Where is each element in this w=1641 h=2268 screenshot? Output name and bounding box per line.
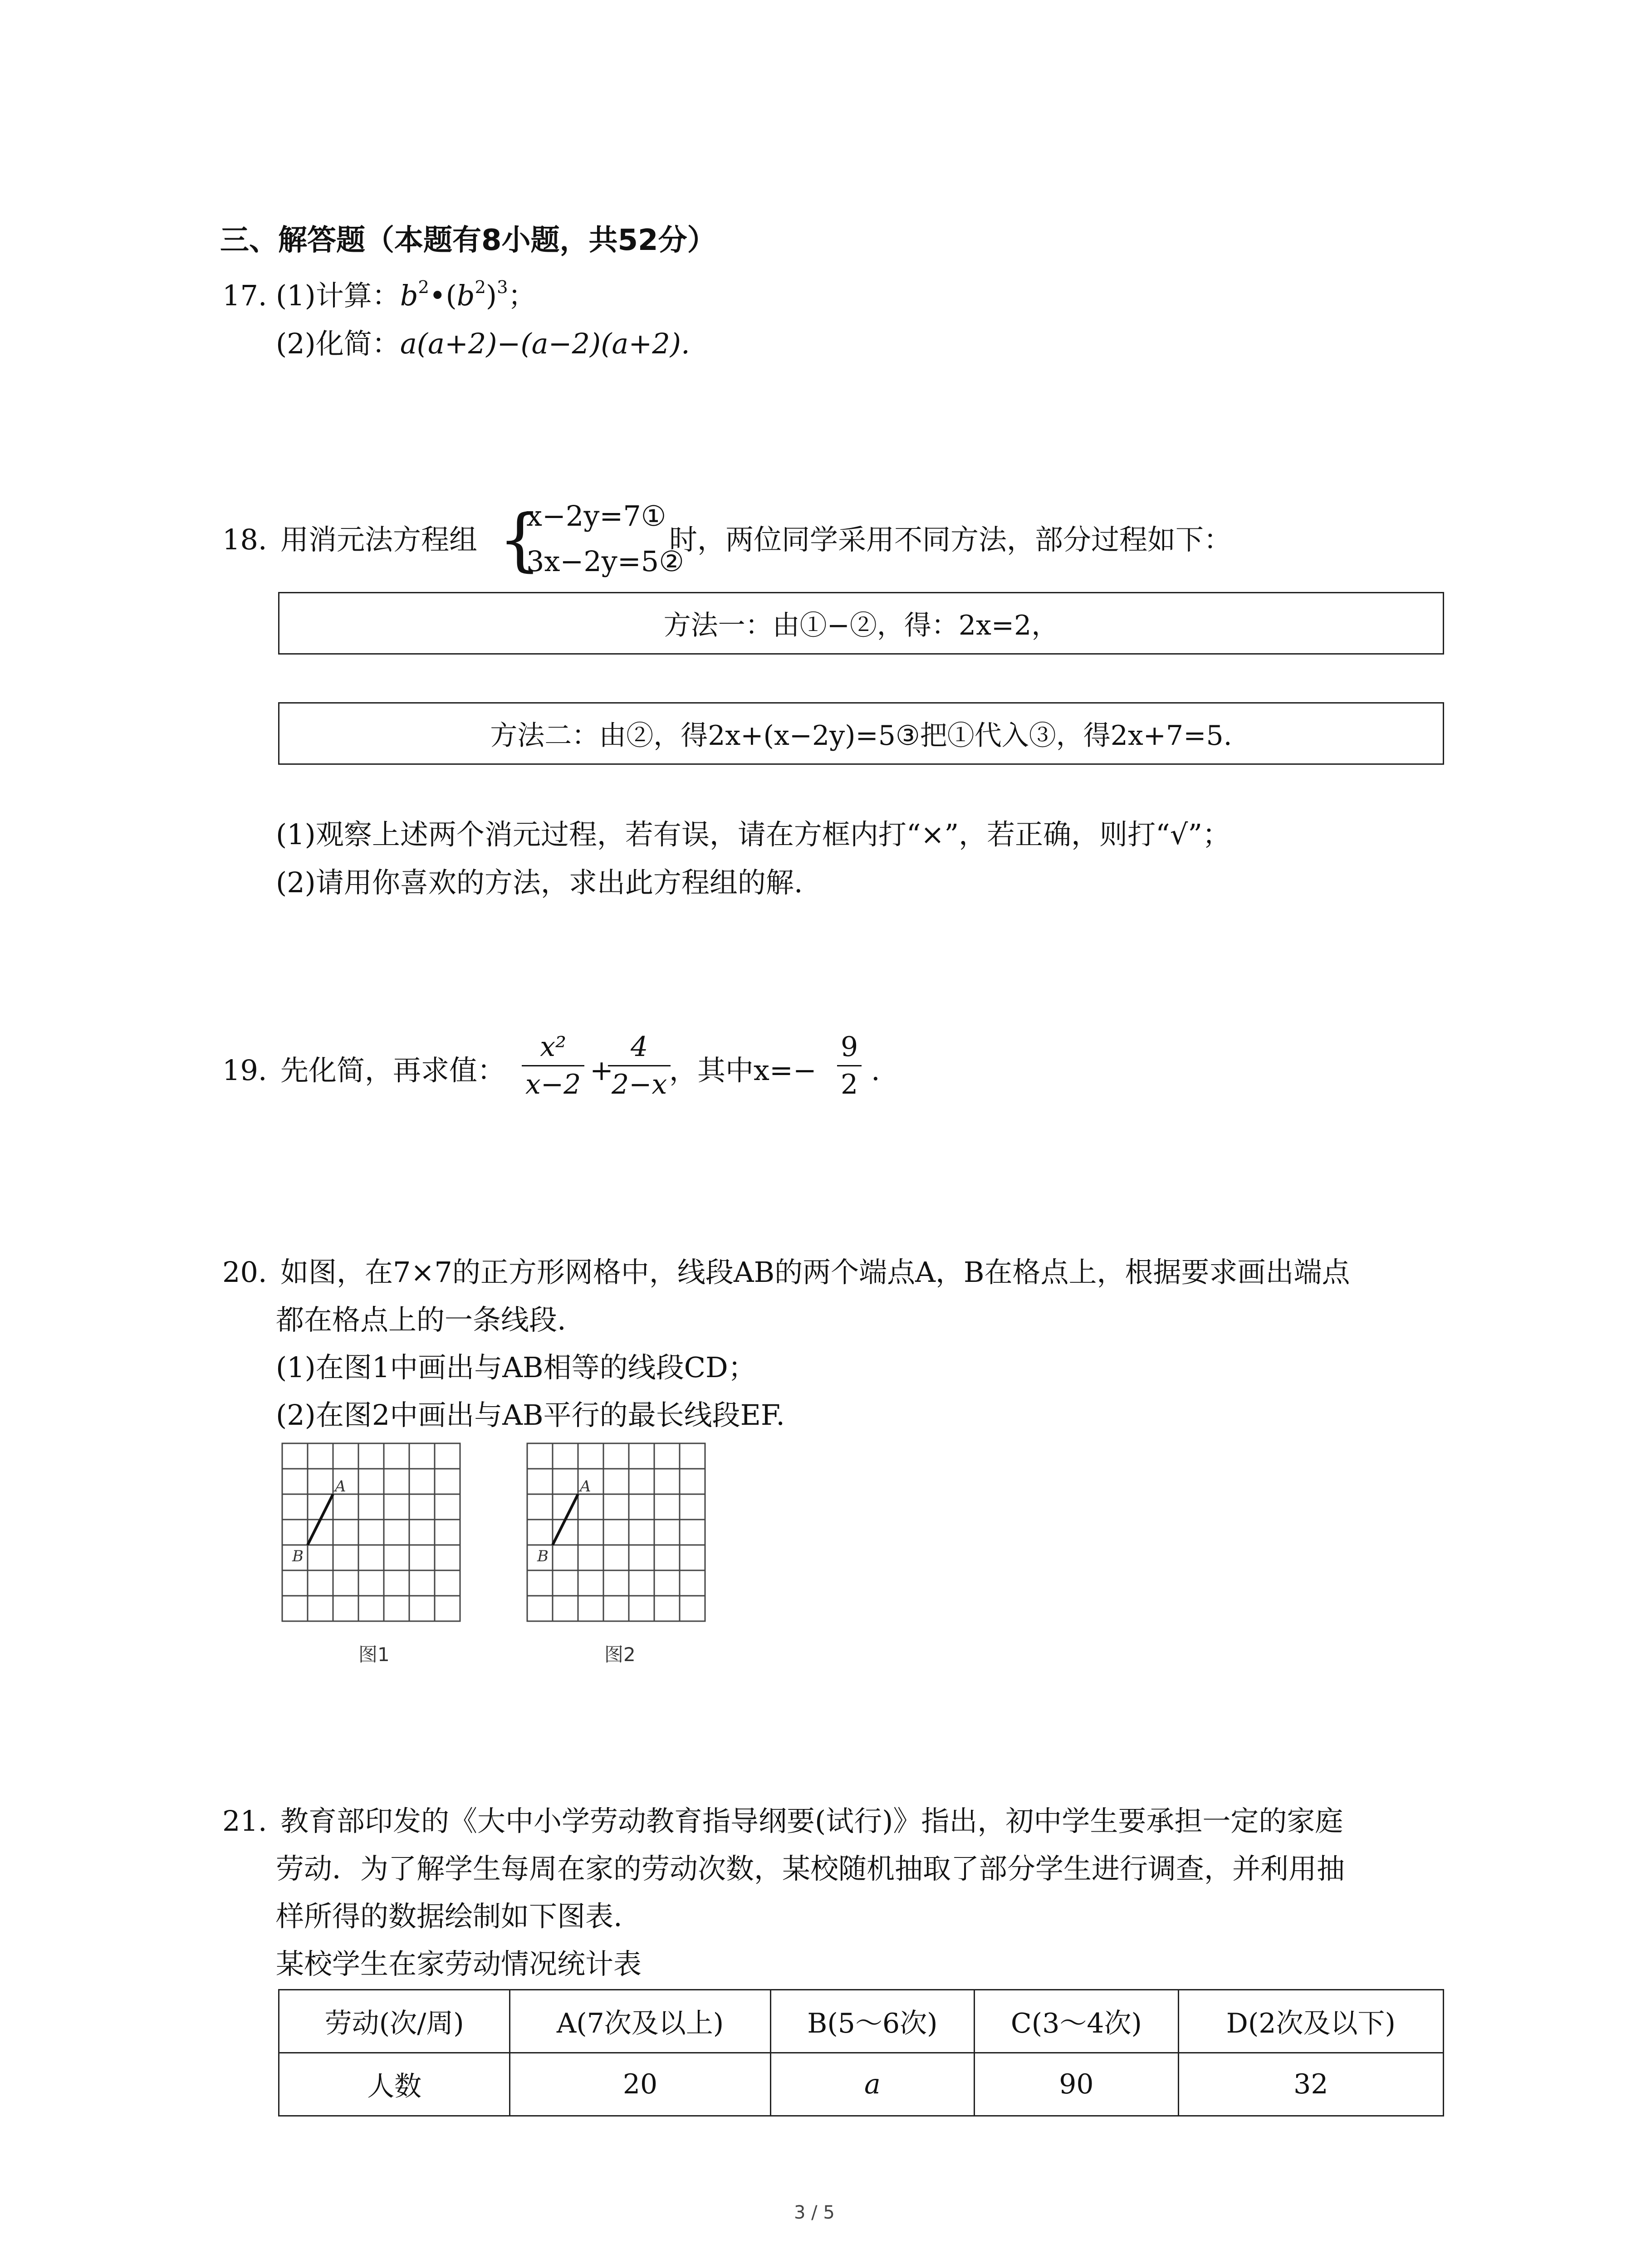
method-one-box[interactable] — [278, 592, 1444, 655]
method-two-text: 方法二：由②，得2x+(x−2y)=5③把①代入③，得2x+7=5. — [490, 720, 1232, 752]
q17-part2: (2)化简：a(a+2)−(a−2)(a+2). — [276, 327, 690, 360]
q18-intro: 用消元法方程组 — [280, 523, 478, 556]
page-number: 3 / 5 — [794, 2202, 835, 2223]
table-cell: 20 — [510, 2053, 770, 2116]
q19-intro: 先化简，再求值： — [280, 1054, 506, 1087]
fraction-x-squared: x² x−2 — [522, 1029, 584, 1103]
table-header-cell: C(3～4次) — [975, 1990, 1178, 2053]
table-header-cell: D(2次及以下) — [1178, 1990, 1443, 2053]
fraction-nine-halves: 9 2 — [837, 1029, 862, 1103]
q19-mid: ，其中x=− — [669, 1054, 817, 1087]
table-header-row — [279, 1990, 1444, 2053]
q21-line1: 教育部印发的《大中小学劳动教育指导纲要(试行)》指出，初中学生要承担一定的家庭 — [280, 1804, 1343, 1838]
q20-line2: 都在格点上的一条线段. — [276, 1303, 566, 1336]
figure-1-caption: 图1 — [358, 1643, 390, 1666]
section-heading: 三、解答题（本题有8小题，共52分） — [220, 224, 716, 257]
table-header-cell: A(7次及以上) — [510, 1990, 770, 2053]
table-cell: a — [770, 2053, 974, 2116]
table-title: 某校学生在家劳动情况统计表 — [276, 1947, 642, 1980]
q21-number: 21. — [222, 1804, 267, 1838]
table-cell: 人数 — [279, 2053, 510, 2116]
q21-line3: 样所得的数据绘制如下图表. — [276, 1900, 622, 1933]
point-b-label: B — [537, 1547, 549, 1565]
equation-2: 3x−2y=5② — [526, 545, 684, 578]
q18-tail: 时，两位同学采用不同方法，部分过程如下： — [669, 523, 1232, 556]
equation-brace: { — [498, 500, 542, 579]
labor-statistics-table — [278, 1989, 1444, 2116]
table-cell: 90 — [975, 2053, 1178, 2116]
q18-part1: (1)观察上述两个消元过程，若有误，请在方框内打“×”，若正确，则打“√”； — [276, 818, 1231, 851]
q19-number: 19. — [222, 1054, 267, 1087]
table-header-cell: B(5～6次) — [770, 1990, 974, 2053]
q17-number: 17. — [222, 279, 267, 312]
q20-part1: (1)在图1中画出与AB相等的线段CD； — [276, 1351, 756, 1384]
point-a-label: A — [580, 1477, 591, 1496]
point-b-label: B — [292, 1547, 304, 1565]
q21-line2: 劳动．为了解学生每周在家的劳动次数，某校随机抽取了部分学生进行调查，并利用抽 — [276, 1852, 1345, 1885]
table-header-cell: 劳动(次/周) — [279, 1990, 510, 2053]
table-cell: 32 — [1178, 2053, 1443, 2116]
q20-line1: 如图，在7×7的正方形网格中，线段AB的两个端点A，B在格点上，根据要求画出端点 — [280, 1256, 1350, 1289]
q18-number: 18. — [222, 523, 267, 556]
point-a-label: A — [335, 1477, 346, 1496]
fraction-four: 4 2−x — [608, 1029, 671, 1103]
method-one-text: 方法一：由①−②，得：2x=2， — [663, 610, 1059, 641]
q19-end: . — [871, 1054, 880, 1087]
grid-figure-1[interactable] — [281, 1442, 463, 1624]
table-row — [279, 2053, 1444, 2116]
grid-figure-2[interactable] — [526, 1442, 708, 1624]
figure-2-caption: 图2 — [604, 1643, 636, 1666]
q20-part2: (2)在图2中画出与AB平行的最长线段EF. — [276, 1398, 785, 1432]
q17-part1: (1)计算：$b^2•(b^2)^3$； — [276, 277, 536, 312]
method-two-box[interactable] — [278, 702, 1444, 765]
plus-sign: + — [590, 1054, 613, 1087]
q20-number: 20. — [222, 1256, 267, 1289]
equation-1: x−2y=7① — [526, 499, 666, 533]
q18-part2: (2)请用你喜欢的方法，求出此方程组的解. — [276, 866, 803, 899]
